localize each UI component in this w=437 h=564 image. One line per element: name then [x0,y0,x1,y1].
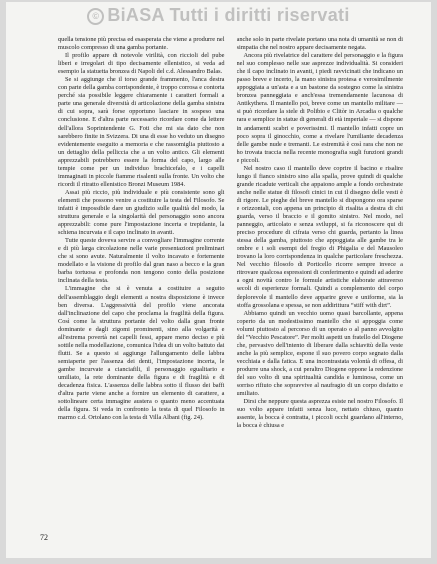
watermark [6,5,431,26]
paragraph: Il profilo appare di notevole virilità, con riccioli del pube liberi e irregolari di tipo decisamente ellenistico, si veda ad esempio la statuetta bronzea di Napoli del c.d. Alessandro Balas. [58,52,225,76]
paragraph: Nel nostro caso il mantello deve coprire il bacino e risalire lungo il fianco sinistro sino alla spalla, prove quindi di qualche grande ricadute verticali che appaiono ample a fondo orchestrate anche nelle statue di filosofi cinici in cui il disegno delle vesti è di rigore. Le pieghe del breve mantello si dispongono ora sparse e orizzontali, con appena un principio di risalita a destra di chi guarda, verso il braccio e il gomito sinistro. Nel modo, nel panneggio, articolato e senza sviluppi, si fa riconoscere qui di preciso procedure di cifrata verso chi guarda, pertanto la linea stessa della gamba, piuttosto che appoggiata alle gambe tra le ombre e i soli esempi del fregio di Phigalia e del Mausoleo trovano la loro corrispondenza in qualche particolare freschezza. Nel vecchio filosofo di Porticello ricorre sempre invece a ritrovare qualcosa espressioni di conferimento e quindi ad aderire a ogni novità contro le formule artistiche elaborate attraverso secoli di esperienze formali. Quindi a complemento del corpo deplorevole il mantello deve apparire greve e uniforme, sia la stoffa grossolana e spessa, se non addirittura “stiff with dirt”. [236,164,403,309]
paragraph: Dirsi che neppure questa asprezza esiste nel nostro Filosofo. Il suo volto appare infatti senza luce, nettato chiuso, quanto assente, la bocca è contratta, i piccoli occhi guardano all'interno, la bocca è chiusa e [236,398,403,430]
paragraph: quella tensione più precisa ed esasperata che viene a produrre nel muscolo compresso di una gamba portante. [58,36,225,52]
right-column [237,36,404,536]
copyright-icon: © [87,8,104,25]
left-column [58,36,225,536]
paragraph: Ancora più rivelatrice del carattere del personaggio e la figura nel suo complesso nelle sue asprezze individualità. Si consideri che il capo inclinato in avanti, i piedi ravvicinati che indicano un passo breve e incerto, la mano sinistra protesa e verosimilmente appoggiata a un'asta e a un bastone da sostegno come la sinistra bronzea panneggiata e anch'essa tremendamente lacunosa di Antikythera. Il mantello poi, breve come un mantello militare — si può ricordare la stele di Polibio e Clitòr in Arcadia o qualche rara e semplice in statue di generali di età imperiale — si dispone in andamenti scabri e poverissimi. Il mantello infatti copre un poco sopra il ginocchio, come a rivelare l'umiliante decadenza delle gambe nude e tremanti. Le estremità è così rara che non ne ho trovata traccia nella recente monografia sugli funzioni grandi e piccoli. [236,52,403,164]
paragraph: Tutte queste doveva servire a convogliare l'immagine corrente e di più larga circolazione nelle varie presentazioni preliminari che si sono avute. Naturalmente il volto incavato e fortemente modellato e la visione di profilo dal gran naso a becco e la gran barba tortuosa e profonda non tengono conto della posizione inclinata della testa. [58,237,225,285]
text-columns [58,36,403,536]
paragraph: Abbiamo quindi un vecchio uomo quasi barcollante, appena coperto da un modestissimo mantello che si appoggia come volumi piuttosto al percorso di un operaio o al panno avvolgito del “Vecchio Pescatore”. Per molti aspetti un fratello del Diogene che, pervasivo dell'intento di liberare dalla schiavitù della veste anche la più semplice, espone il suo povero corpo segnato dalla vecchiaia e dalla fatica. E una incontrastata volontà di offesa, di produrre una shock, a cui peraltro Diogene oppone la redenzione del suo volto di una spiritualità candida e luminosa, come un sorriso rifiuto che sopravvive al naufragio di un corpo disfatto e umiliato. [236,309,403,398]
document-page [6,2,431,558]
paragraph: anche solo in parte rivelate portano una nota di umanità se non di simpatia che nel nostro appare decisamente negata. [236,36,403,52]
paragraph: Assai più riccio, più individuale e più consistente sono gli elementi che possono venire a costituire la testa del Filosofo. Se infatti è impossibile dare un giudizio sulle qualità del modo, la struttura generale e la singolarità del personaggio sono ancora apprezzabili: come pure l'impostazione incerta e trepidante, la schiena incurvata e il capo inclinato in avanti. [58,188,225,237]
page-number: 72 [40,533,48,542]
paragraph: L'immagine che si è venuta a costituire a seguito dell'assemblaggio degli elementi a nostra disposizione è invece ben diversa. L'aggressività del profilo viene ancorata dall'inclinazione del capo che proclama la fragilità della figura. Così come la struttura portante del volto dalla gran fronte dominante e dagli zigomi prominenti, sino alla volgarità e all'estrema povertà nei capelli fessi, appare meno deciso e più sottile nella modellazione, comunica l'idea di un volto battuto dai flutti. Se a questo si aggiunge l'allungamento delle labbra semiaperte per l'assenza dei denti, l'impostazione incerta, le gambe incurvate a cianciafili, il personaggio egualitario e umiliato, la rete dominante della figura e di fragilità e di decadenza fisica. L'assenza delle labbra sotto il flusso dei baffi d'altra parte viene anche a fornire un elemento di carattere, a sottolineare certa immagine austera o quanto meno accentuata della figura. Si veda in confronto la testa di quel Filosofo in marmo c.d. Ortolano con la testa di Villa Albani (fig. 24). [58,285,225,422]
watermark-text: BiASA Tutti i diritti riservati [107,5,350,25]
paragraph: Se si aggiunge che il torso grande frammento, l'anca destra con parte della gamba corrispondente, è troppo corrosa e contorta perché sia possibile leggere chiaramente i caratteri formali a parte una generale diversità di articolazione della gamba sinistra di cui sopra, sarà forse opportuno lasciare in sospeso una conclusione. E d'altra parte necessario ricordare come da lettere dell'allora Soprintendente G. Foti che mi sia dato che non sarebbero finite in Svizzera. Di una di esse ho veduto un disegno evidentemente eseguito a memoria e che rassomiglia piuttosto a un dettaglio della pelliccia che a un volto antico. Gli elementi apprezzabili potrebbero essere la forma del capo, largo alle tempie come per un individuo brachicefalo, e i capelli immaginati in piccole fiamme risalenti sulla fronte. Un volto che ricordi il ritratto ellenistico Bronzi Museum 1984. [58,76,225,188]
